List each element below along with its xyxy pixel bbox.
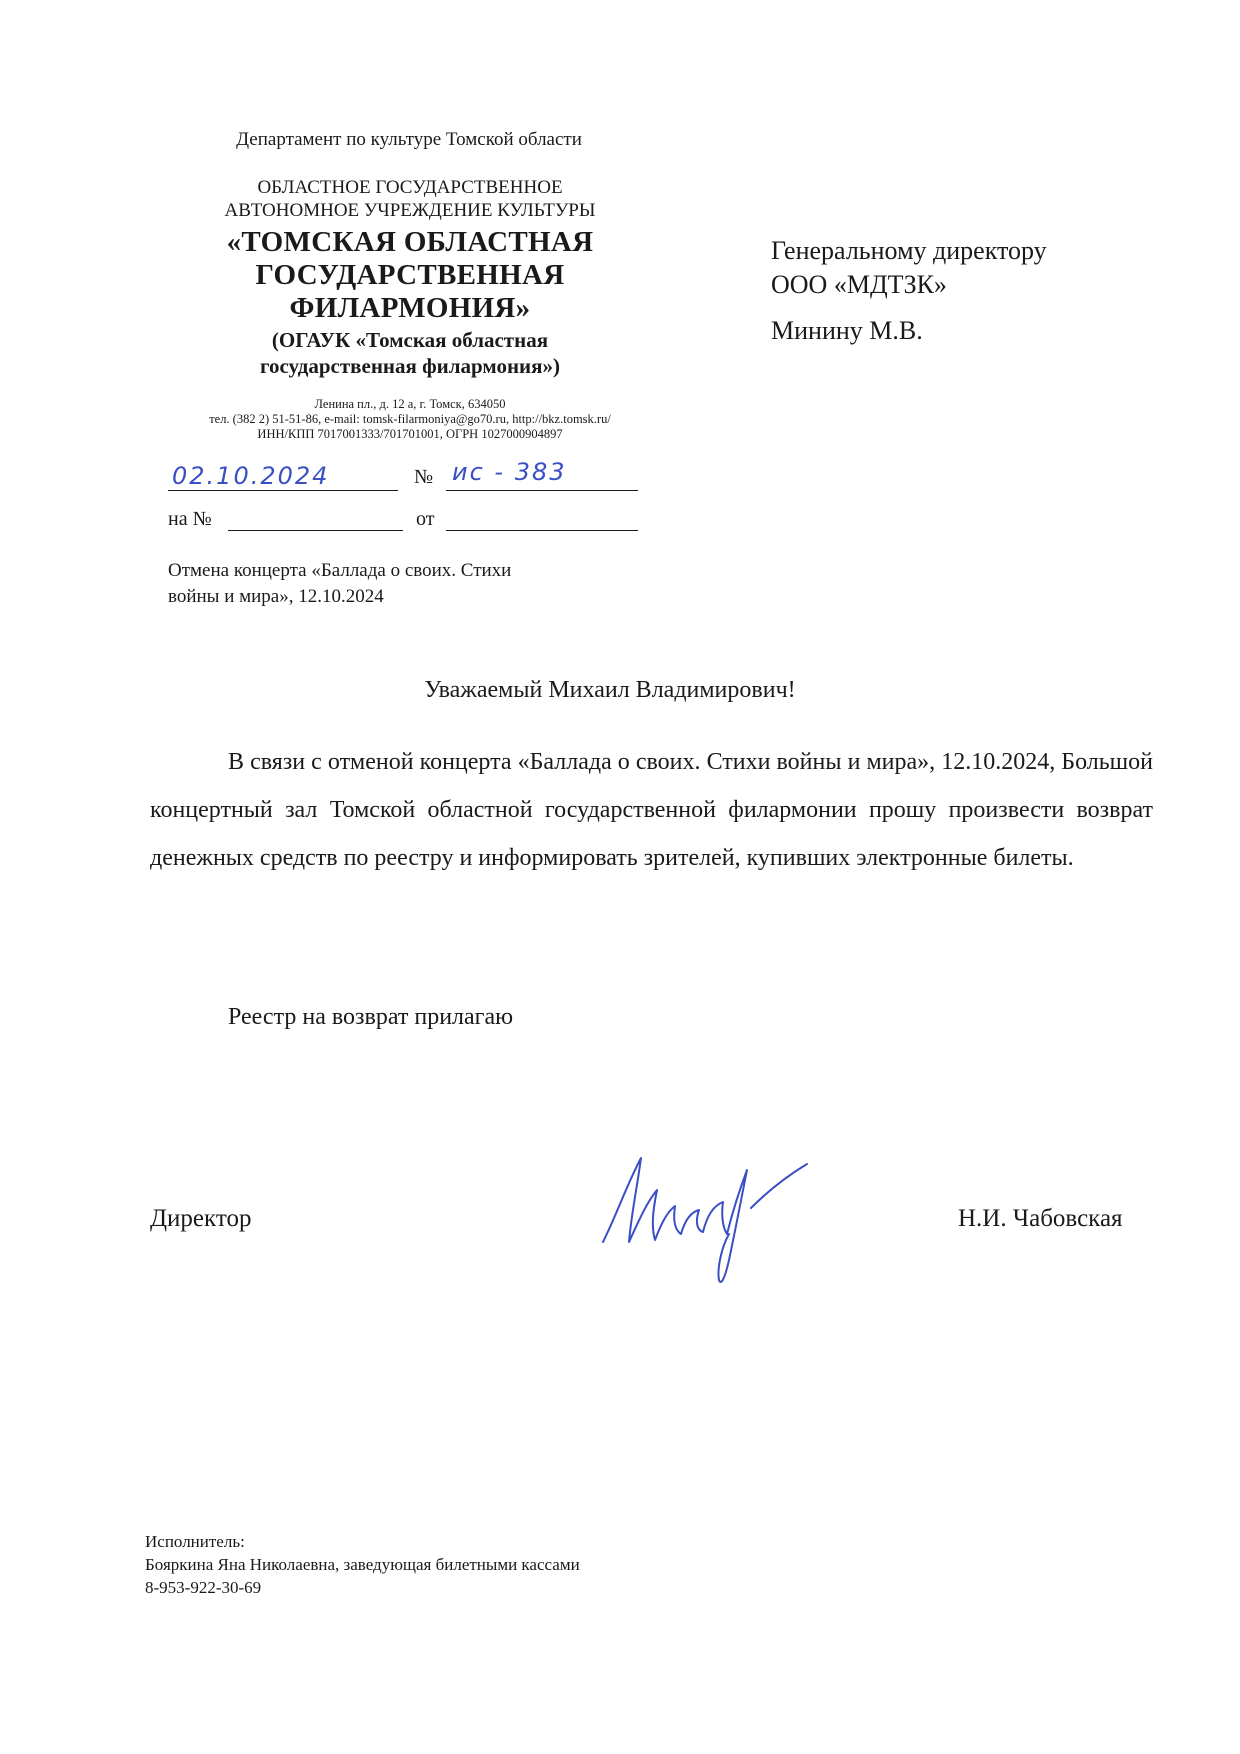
addressee-line-2: ООО «МДТЗК» bbox=[771, 270, 947, 299]
executor-block bbox=[145, 1530, 580, 1599]
greeting: Уважаемый Михаил Владимирович! bbox=[424, 677, 796, 703]
org-name bbox=[200, 226, 620, 325]
signatory-position: Директор bbox=[150, 1205, 252, 1232]
signatory-name: Н.И. Чабовская bbox=[958, 1205, 1123, 1232]
number-underline bbox=[446, 490, 638, 491]
org-name-line-1: «ТОМСКАЯ ОБЛАСТНАЯ bbox=[226, 226, 594, 258]
registration-date: 02.10.2024 bbox=[172, 462, 330, 490]
org-phone-email: тел. (382 2) 51-51-86, e-mail: tomsk-filarmoniya@go70.ru, http://bkz.tomsk.ru/ bbox=[209, 412, 611, 426]
number-label: № bbox=[414, 466, 434, 488]
executor-name: Бояркина Яна Николаевна, заведующая билетными кассами bbox=[145, 1555, 580, 1574]
addressee bbox=[771, 234, 1191, 348]
org-type bbox=[190, 176, 630, 222]
org-short-name bbox=[200, 327, 620, 379]
letter-body: В связи с отменой концерта «Баллада о своих. Стихи войны и мира», 12.10.2024, Большой концертный зал Томской областной государственной филармонии прошу произвести возврат денежных средств по реестру и информировать зрителей, купивших электронные билеты. bbox=[150, 749, 1153, 871]
department-name: Департамент по культуре Томской области bbox=[236, 129, 582, 150]
registration-number: ис - 383 bbox=[452, 458, 567, 486]
letter-subject bbox=[168, 558, 638, 610]
attachment-note: Реестр на возврат прилагаю bbox=[228, 1004, 514, 1030]
from-label: от bbox=[416, 508, 435, 530]
org-requisites: ИНН/КПП 7017001333/701701001, ОГРН 1027000904897 bbox=[257, 427, 563, 441]
addressee-line-3: Минину М.В. bbox=[771, 316, 923, 345]
from-underline bbox=[446, 530, 638, 531]
subject-line-2: войны и мира», 12.10.2024 bbox=[168, 586, 384, 607]
org-contacts bbox=[150, 397, 670, 442]
org-address: Ленина пл., д. 12 а, г. Томск, 634050 bbox=[314, 397, 506, 411]
org-type-line-1: ОБЛАСТНОЕ ГОСУДАРСТВЕННОЕ bbox=[257, 177, 563, 198]
reply-to-label: на № bbox=[168, 508, 212, 530]
org-type-line-2: АВТОНОМНОЕ УЧРЕЖДЕНИЕ КУЛЬТУРЫ bbox=[224, 200, 596, 221]
org-short-line-2: государственная филармония») bbox=[260, 354, 560, 378]
subject-line-1: Отмена концерта «Баллада о своих. Стихи bbox=[168, 560, 512, 581]
addressee-line-1: Генеральному директору bbox=[771, 236, 1047, 265]
handwritten-signature bbox=[595, 1150, 825, 1290]
executor-label: Исполнитель: bbox=[145, 1532, 245, 1551]
executor-phone: 8-953-922-30-69 bbox=[145, 1578, 262, 1597]
org-short-line-1: (ОГАУК «Томская областная bbox=[271, 328, 549, 352]
reply-to-underline bbox=[228, 530, 403, 531]
date-underline bbox=[168, 490, 398, 491]
org-name-line-2: ГОСУДАРСТВЕННАЯ bbox=[255, 259, 565, 291]
org-name-line-3: ФИЛАРМОНИЯ» bbox=[289, 292, 531, 324]
